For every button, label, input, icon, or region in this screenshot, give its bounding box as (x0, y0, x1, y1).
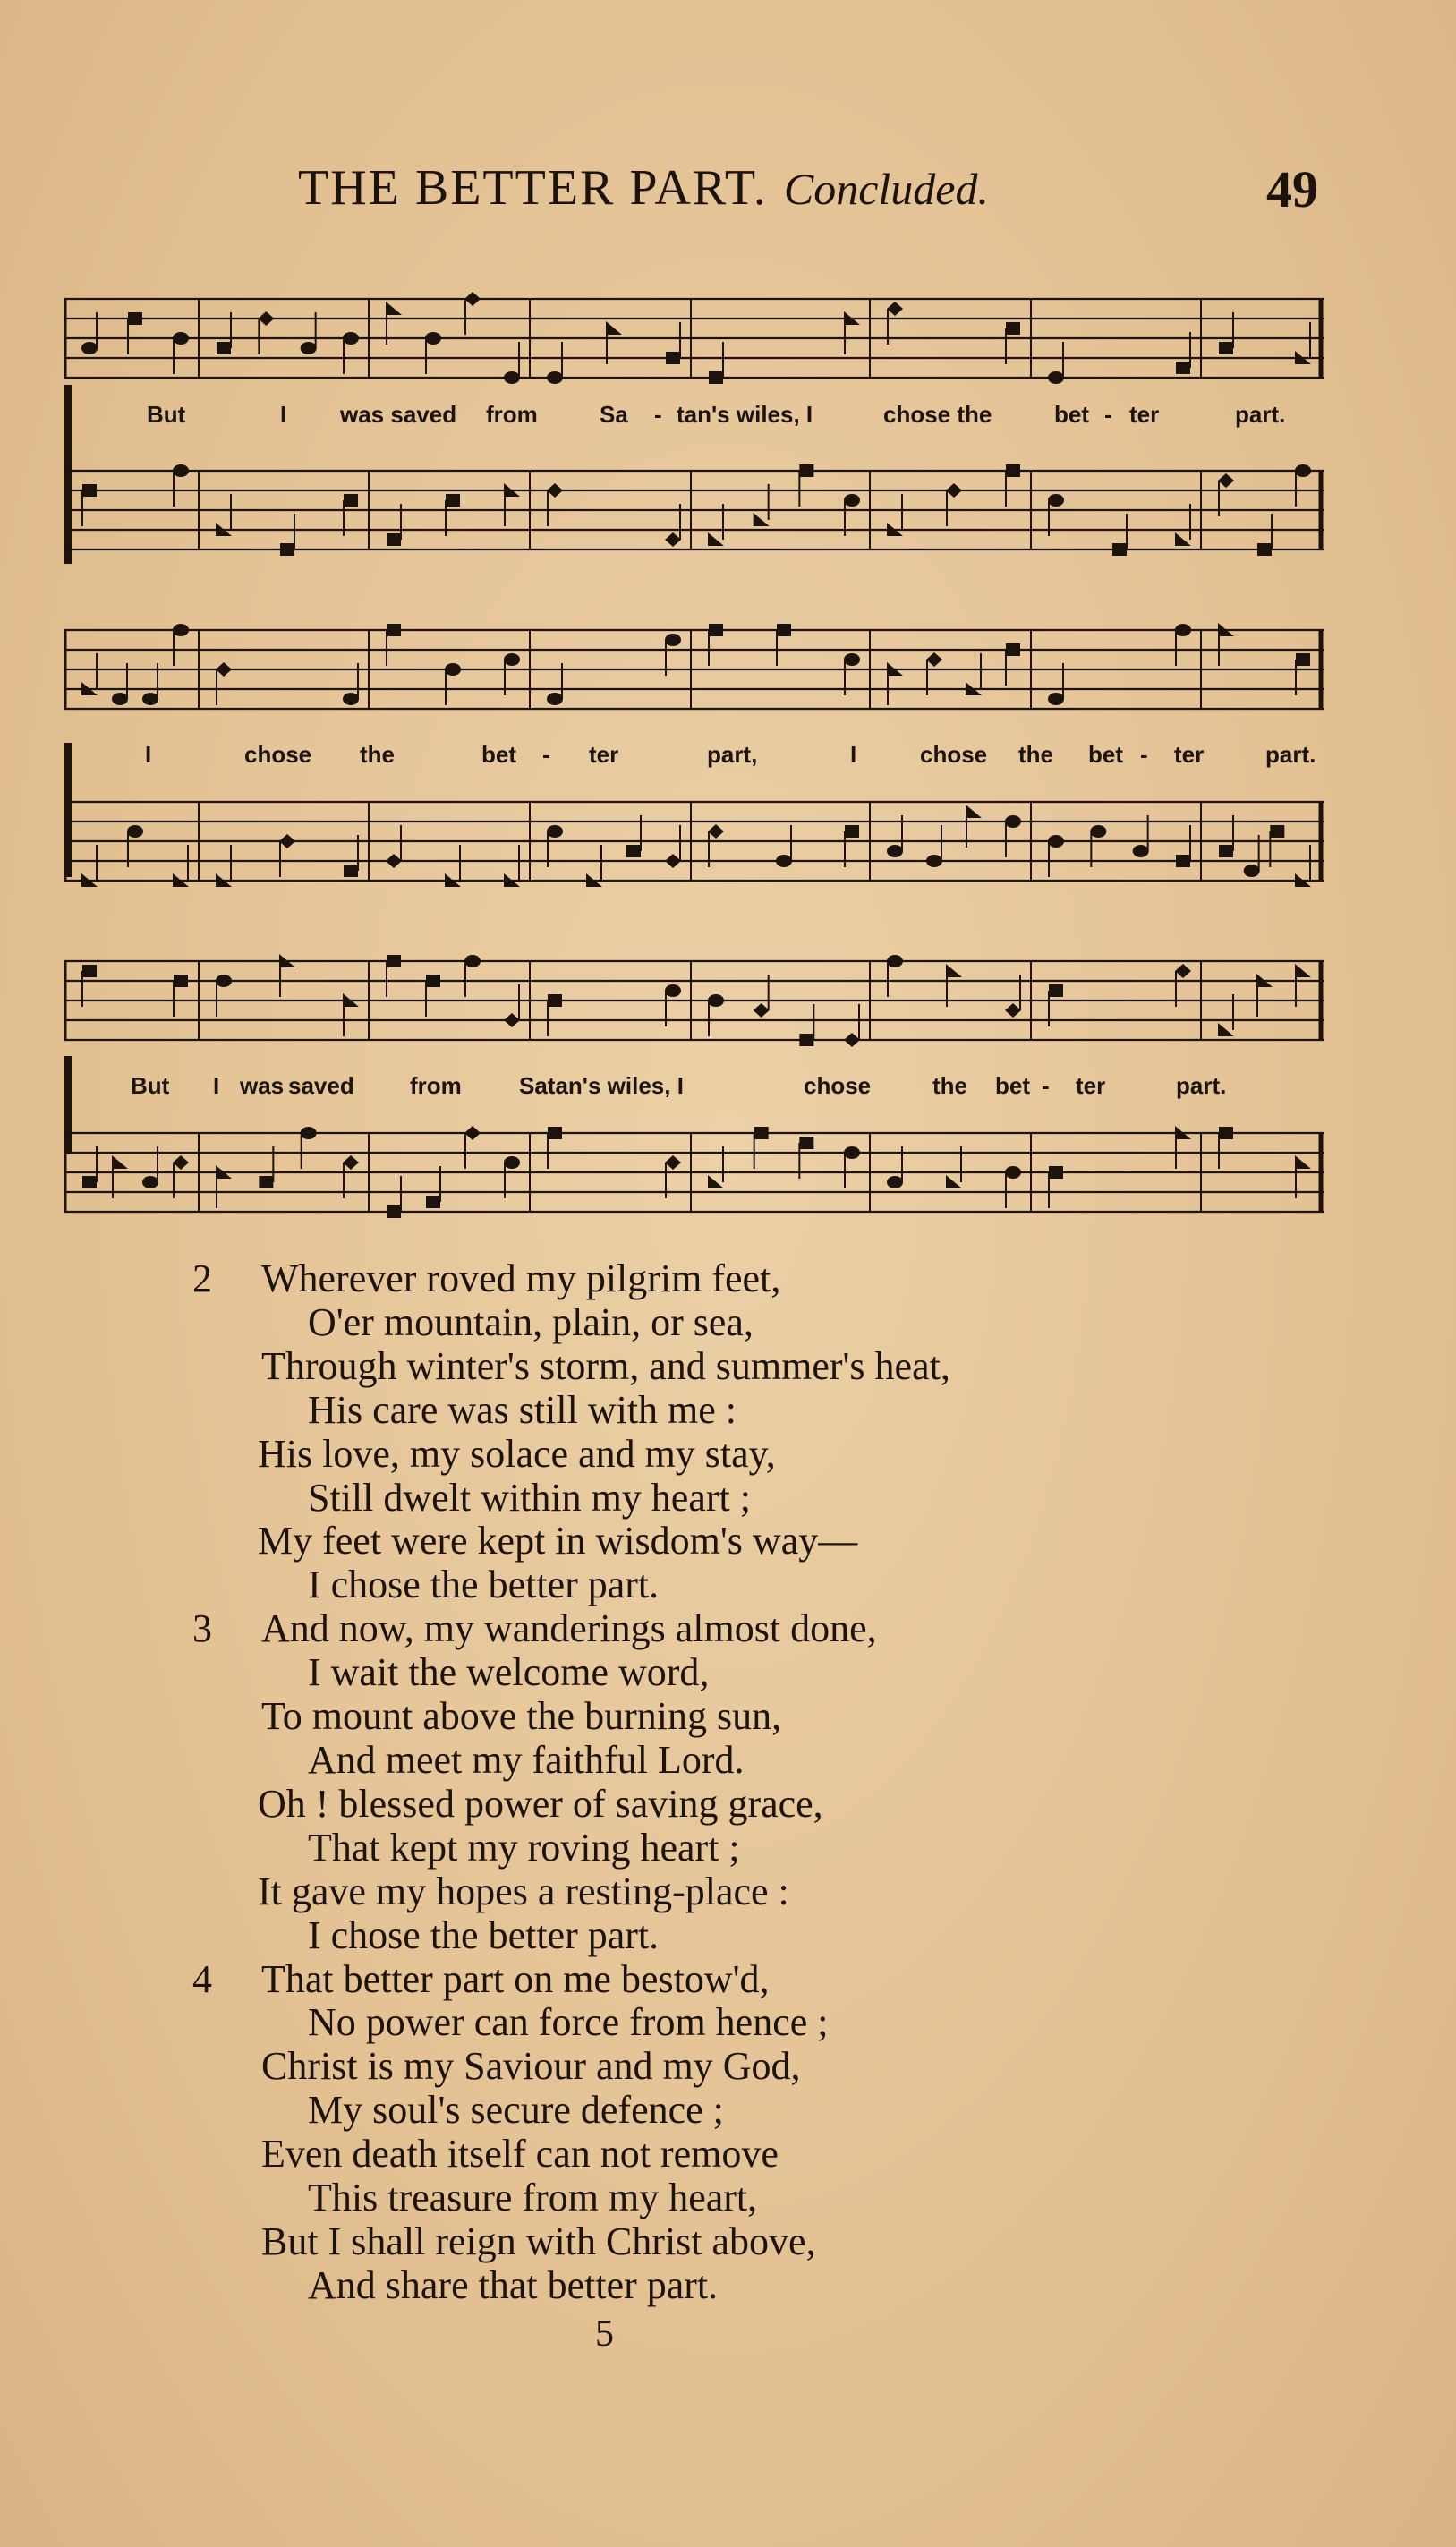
bass-staff-3 (64, 1120, 1324, 1226)
verse-line: That better part on me bestow'd, (261, 1956, 770, 2001)
note-head (301, 342, 317, 354)
note-head (547, 825, 563, 838)
lyric-syllable: the (1018, 741, 1053, 768)
lyric-syllable: bet (995, 1072, 1030, 1099)
lyric-syllable: But (147, 401, 186, 428)
note-head (547, 483, 563, 498)
stanza-4 (193, 1958, 1267, 2308)
note-head (216, 662, 232, 677)
note-head (966, 805, 982, 818)
verse-line: Through winter's storm, and summer's heat, (261, 1343, 950, 1388)
verse-line: It gave my hopes a resting-place : (258, 1869, 789, 1913)
note-head (1270, 825, 1284, 838)
lyric-syllable: chose (244, 741, 312, 768)
hymn-title-text: THE BETTER PART. (298, 160, 768, 216)
note-head (799, 1034, 813, 1046)
note-head (709, 624, 723, 636)
lyric-syllable: saved (288, 1072, 354, 1099)
lyric-syllable: was (240, 1072, 285, 1099)
lyric-syllable: the (932, 1072, 967, 1099)
verse-line: My feet were kept in wisdom's way— (258, 1519, 858, 1563)
note-head (844, 653, 860, 666)
treble-staff-3 (64, 949, 1324, 1054)
verse-line: His care was still with me : (308, 1387, 737, 1432)
note-head (844, 494, 860, 507)
lyric-syllable: bet (481, 741, 516, 768)
note-head (504, 1156, 520, 1169)
note-head (926, 855, 942, 867)
stanza-3 (193, 1607, 1267, 1957)
note-head (1133, 845, 1149, 857)
note-head (1090, 825, 1106, 838)
note-head (1219, 1127, 1233, 1139)
note-head (626, 845, 641, 857)
note-head (1218, 1023, 1234, 1036)
lyrics-line-3 (64, 1072, 1324, 1108)
note-head (754, 1127, 769, 1139)
note-head (1006, 464, 1020, 477)
stanza-number: 2 (192, 1256, 212, 1300)
note-head (1005, 1166, 1021, 1179)
lyric-syllable: bet (1054, 401, 1089, 428)
note-head (504, 371, 520, 384)
lyric-syllable: I (850, 741, 857, 768)
verse-line: To mount above the burning sun, (261, 1694, 782, 1739)
note-head (777, 624, 791, 636)
note-head (112, 1155, 128, 1169)
verse-line: But I shall reign with Christ above, (261, 2219, 816, 2263)
hymn-title (298, 159, 989, 217)
note-head (445, 663, 461, 676)
note-head (845, 825, 859, 838)
note-head (1048, 693, 1064, 705)
lyric-syllable: Sa (600, 401, 628, 428)
note-head (799, 464, 813, 477)
note-head (1175, 532, 1191, 546)
note-head (1295, 464, 1311, 477)
note-head (887, 955, 903, 967)
lyric-syllable: Satan's wiles, I (519, 1072, 684, 1099)
note-head (1049, 1166, 1063, 1179)
note-head (665, 1155, 681, 1170)
note-head (887, 1176, 903, 1188)
note-head (1006, 643, 1020, 656)
lyric-syllable: - (542, 741, 550, 768)
note-head (1296, 653, 1310, 666)
note-head (142, 693, 158, 705)
note-head (754, 1003, 770, 1018)
stanza-number: 4 (192, 1956, 212, 2001)
note-head (1005, 1003, 1021, 1018)
note-head (799, 1137, 813, 1149)
lyric-syllable: I (280, 401, 287, 428)
lyric-syllable: - (1104, 401, 1112, 428)
note-head (173, 464, 189, 477)
note-head (426, 1196, 440, 1208)
note-head (1048, 371, 1064, 384)
note-head (82, 1176, 97, 1188)
note-head (887, 302, 903, 316)
note-head (301, 1127, 317, 1139)
note-head (887, 845, 903, 857)
stanza-2 (193, 1257, 1267, 1607)
note-head (387, 1205, 401, 1218)
lyric-syllable: chose (920, 741, 988, 768)
verse-line: Even death itself can not remove (261, 2132, 779, 2176)
note-head (279, 834, 295, 848)
note-head (1175, 964, 1191, 978)
note-head (446, 494, 460, 507)
note-head (665, 634, 681, 646)
note-head (665, 532, 681, 547)
lyric-syllable: I (213, 1072, 220, 1099)
note-head (81, 342, 98, 354)
treble-staff-1 (64, 286, 1324, 392)
lyrics-line-1 (64, 401, 1324, 437)
lyric-syllable: chose (804, 1072, 872, 1099)
note-head (216, 975, 232, 987)
verse-line: I chose the better part. (308, 1912, 660, 1957)
bass-staff-2 (64, 789, 1324, 895)
note-head (82, 484, 97, 497)
note-head (343, 1155, 359, 1170)
hymn-subtitle: Concluded. (783, 164, 990, 214)
lyric-syllable: ter (589, 741, 619, 768)
lyric-syllable: I (145, 741, 152, 768)
note-head (1176, 362, 1190, 374)
note-head (343, 693, 359, 705)
verse-line: Christ is my Saviour and my God, (261, 2044, 801, 2089)
note-head (946, 1175, 962, 1188)
note-head (174, 975, 188, 987)
note-head (1175, 624, 1191, 636)
lyric-syllable: from (410, 1072, 462, 1099)
note-head (548, 994, 562, 1007)
note-head (387, 955, 401, 967)
note-head (464, 292, 481, 306)
note-head (1219, 845, 1233, 857)
lyrics-line-2 (64, 741, 1324, 777)
note-head (112, 693, 128, 705)
page-header (0, 159, 1456, 222)
note-head (425, 332, 441, 345)
note-head (386, 302, 402, 315)
verse-line: His love, my solace and my stay, (258, 1431, 776, 1476)
note-head (426, 975, 440, 987)
note-head (548, 1127, 562, 1139)
treble-staff-2 (64, 618, 1324, 723)
lyric-syllable: - (1140, 741, 1148, 768)
note-head (173, 332, 189, 345)
page-number: 49 (1266, 160, 1318, 218)
note-head (708, 1175, 724, 1188)
note-head (386, 854, 402, 868)
note-head (1049, 984, 1063, 997)
verse-line: And meet my faithful Lord. (308, 1737, 745, 1782)
note-head (1219, 342, 1233, 354)
note-head (547, 693, 563, 705)
note-head (1048, 835, 1064, 848)
note-head (1176, 855, 1190, 867)
note-head (82, 965, 97, 977)
note-head (387, 624, 401, 636)
note-head (754, 513, 770, 526)
verse-line: My soul's secure defence ; (308, 2088, 724, 2133)
note-head (1218, 473, 1234, 488)
verse-line: I chose the better part. (308, 1563, 660, 1607)
note-head (606, 321, 622, 335)
lyric-syllable: - (1042, 1072, 1050, 1099)
verse-line: I wait the welcome word, (308, 1650, 710, 1695)
note-head (708, 994, 724, 1007)
lyric-syllable: part. (1176, 1072, 1227, 1099)
verse-line: Still dwelt within my heart ; (308, 1475, 751, 1520)
lyric-syllable: ter (1129, 401, 1160, 428)
verse-line: This treasure from my heart, (308, 2176, 758, 2220)
lyric-syllable: ter (1174, 741, 1205, 768)
note-head (258, 311, 274, 326)
note-head (280, 543, 294, 556)
lyric-syllable: chose the (883, 401, 992, 428)
note-head (926, 652, 942, 667)
stanza-number: 3 (192, 1606, 212, 1651)
note-head (946, 964, 962, 977)
note-head (1244, 865, 1260, 877)
bass-staff-1 (64, 458, 1324, 564)
note-head (665, 984, 681, 997)
note-head (709, 371, 723, 384)
hymn-verses (193, 1257, 1267, 2308)
note-head (946, 483, 962, 498)
verse-line: And share that better part. (308, 2262, 719, 2307)
verse-line: No power can force from hence ; (308, 2000, 829, 2045)
lyric-syllable: part, (707, 741, 758, 768)
note-head (259, 1176, 273, 1188)
note-head (776, 855, 792, 867)
note-head (128, 312, 142, 325)
note-head (844, 1146, 860, 1159)
note-head (1005, 815, 1021, 828)
note-head (387, 533, 401, 546)
verse-line: O'er mountain, plain, or sea, (308, 1299, 754, 1344)
note-head (666, 352, 680, 364)
lyric-syllable: was saved (340, 401, 457, 428)
lyric-syllable: part. (1265, 741, 1316, 768)
note-head (1295, 964, 1311, 977)
note-head (464, 1126, 481, 1140)
lyric-syllable: - (654, 401, 662, 428)
note-head (217, 342, 231, 354)
note-head (127, 825, 143, 838)
lyric-syllable: from (486, 401, 538, 428)
note-head (708, 824, 724, 839)
verse-line: Wherever roved my pilgrim feet, (261, 1256, 781, 1300)
lyric-syllable: bet (1088, 741, 1123, 768)
verse-line: And now, my wanderings almost done, (261, 1606, 877, 1651)
note-head (173, 1155, 189, 1170)
note-head (1257, 543, 1272, 556)
note-head (547, 371, 563, 384)
note-head (1295, 1155, 1311, 1169)
note-head (504, 1013, 520, 1027)
note-head (504, 653, 520, 666)
note-head (464, 955, 481, 967)
verse-line: Oh ! blessed power of saving grace, (258, 1781, 823, 1826)
note-head (708, 532, 724, 546)
note-head (1006, 322, 1020, 335)
note-head (344, 494, 358, 507)
lyric-syllable: part. (1235, 401, 1286, 428)
lyric-syllable: the (360, 741, 395, 768)
lyric-syllable: tan's wiles, I (677, 401, 813, 428)
note-head (1112, 543, 1127, 556)
lyric-syllable: ter (1076, 1072, 1106, 1099)
note-head (665, 854, 681, 868)
note-head (344, 865, 358, 877)
note-head (844, 1033, 860, 1047)
note-head (343, 332, 359, 345)
note-head (173, 624, 189, 636)
verse-line: That kept my roving heart ; (308, 1825, 740, 1870)
lyric-syllable: But (131, 1072, 170, 1099)
note-head (1048, 494, 1064, 507)
signature-mark: 5 (595, 2313, 614, 2355)
note-head (142, 1176, 158, 1188)
